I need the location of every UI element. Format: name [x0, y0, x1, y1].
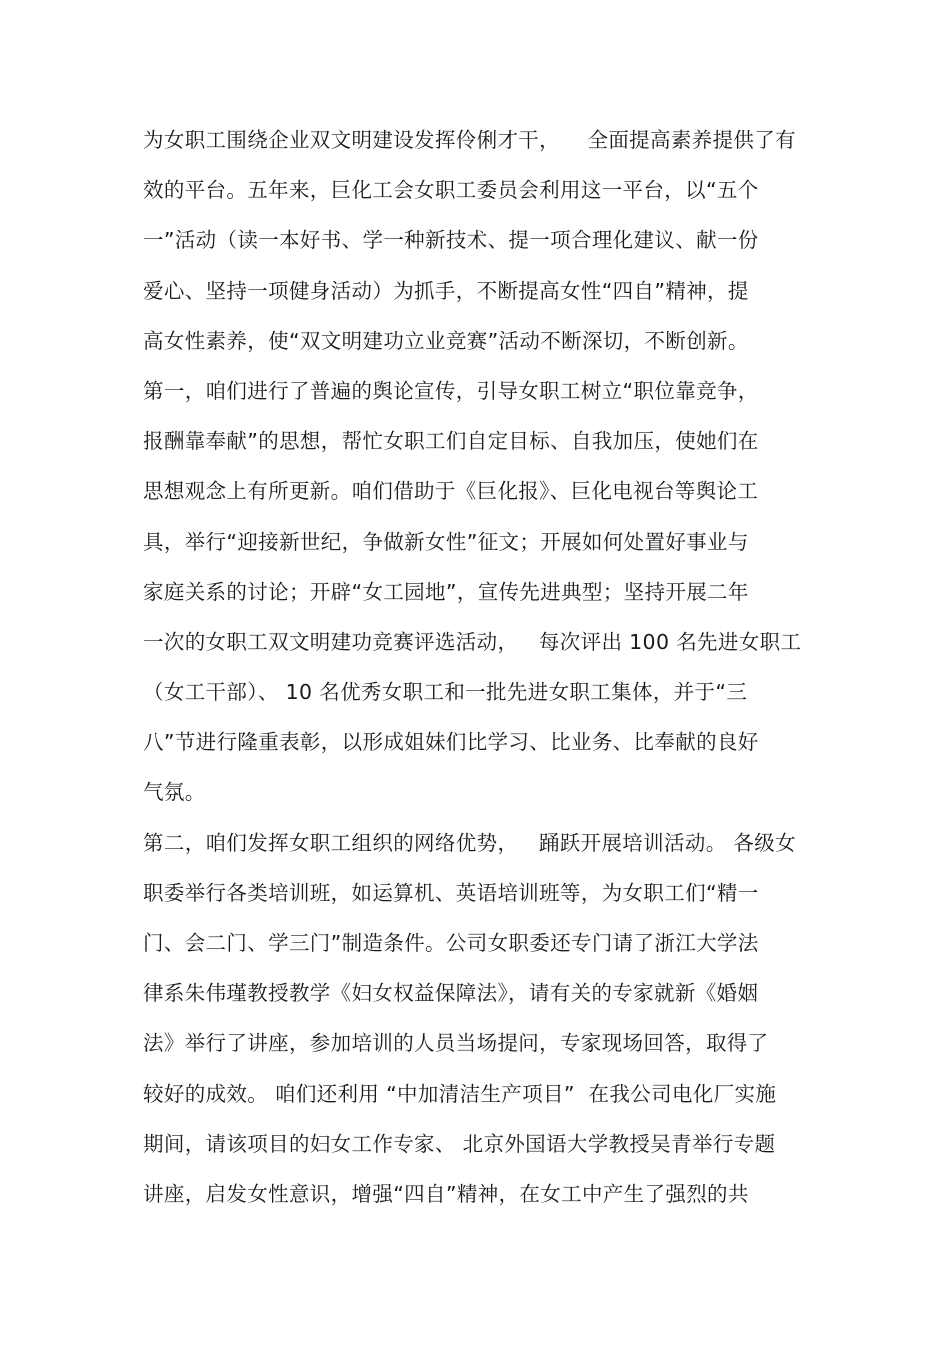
text-line: 一次的女职工双文明建功竞赛评选活动， 每次评出 100 名先进女职工 — [143, 629, 802, 654]
text-line: 思想观念上有所更新。咱们借助于《巨化报》、巨化电视台等舆论工 — [143, 479, 759, 504]
text-line: 家庭关系的讨论；开辟“女工园地”，宣传先进典型；坚持开展二年 — [143, 579, 749, 604]
text-line: 效的平台。五年来，巨化工会女职工委员会利用这一平台，以“五个 — [143, 178, 759, 203]
text-line: 具，举行“迎接新世纪，争做新女性”征文；开展如何处置好事业与 — [143, 529, 749, 554]
text-line: 气氛。 — [143, 780, 206, 805]
text-line: （女工干部）、 10 名优秀女职工和一批先进女职工集体，并于“三 — [143, 680, 748, 705]
text-line: 第二，咱们发挥女职工组织的网络优势， 踊跃开展培训活动。 各级女 — [143, 830, 796, 855]
text-line: 法》举行了讲座，参加培训的人员当场提问，专家现场回答，取得了 — [143, 1031, 769, 1056]
text-line: 报酬靠奉献”的思想，帮忙女职工们自定目标、自我加压，使她们在 — [143, 429, 759, 454]
text-line: 一”活动（读一本好书、学一种新技术、提一项合理化建议、献一份 — [143, 228, 759, 253]
text-line: 为女职工围绕企业双文明建设发挥伶俐才干， 全面提高素养提供了有 — [143, 128, 796, 152]
text-line: 讲座，启发女性意识，增强“四自”精神，在女工中产生了强烈的共 — [143, 1181, 749, 1206]
text-line: 门、会二门、学三门”制造条件。公司女职委还专门请了浙江大学法 — [143, 931, 759, 955]
text-line: 律系朱伟瑾教授教学《妇女权益保障法》，请有关的专家就新《婚姻 — [143, 981, 759, 1006]
text-line: 职委举行各类培训班，如运算机、英语培训班等，为女职工们“精一 — [143, 880, 759, 905]
body-text — [143, 122, 823, 1226]
text-line: 爱心、坚持一项健身活动）为抓手，不断提高女性“四自”精神，提 — [143, 278, 749, 303]
text-line: 较好的成效。 咱们还利用 “中加清洁生产项目” 在我公司电化厂实施 — [143, 1081, 777, 1106]
text-line: 八”节进行隆重表彰，以形成姐妹们比学习、比业务、比奉献的良好 — [143, 730, 759, 755]
text-line: 第一，咱们进行了普遍的舆论宣传，引导女职工树立“职位靠竞争， — [143, 378, 759, 403]
text-line: 期间，请该项目的妇女工作专家、 北京外国语大学教授吴青举行专题 — [143, 1131, 776, 1156]
text-line: 高女性素养，使“双文明建功立业竞赛”活动不断深切，不断创新。 — [143, 328, 749, 353]
